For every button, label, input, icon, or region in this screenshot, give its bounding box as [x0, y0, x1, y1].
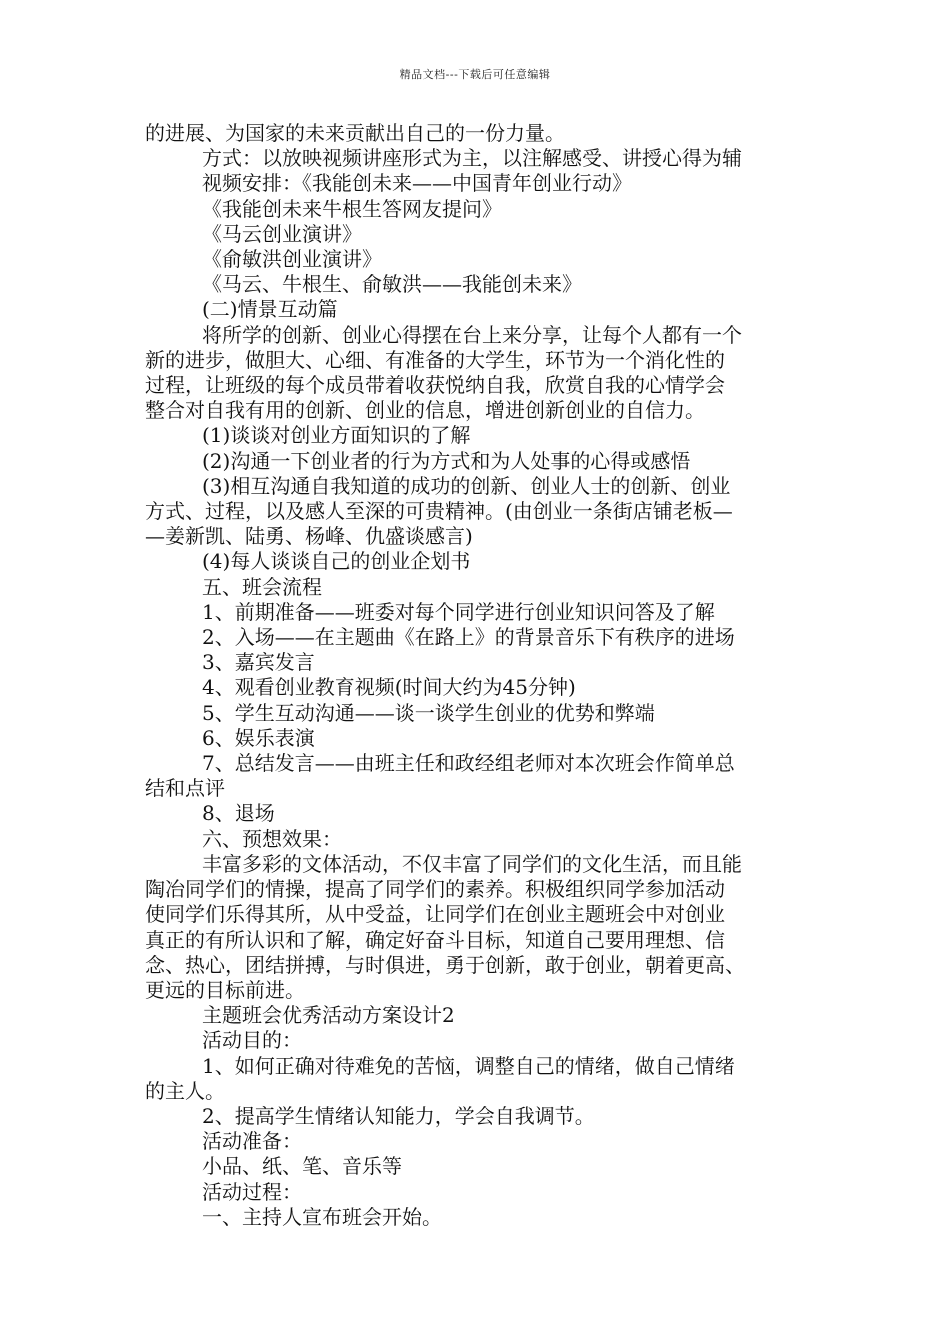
text-line: 活动准备： [202, 1129, 302, 1154]
text-line: 的主人。 [145, 1078, 225, 1103]
text-line: 整合对自我有用的创新、创业的信息，增进创新创业的自信力。 [145, 398, 705, 423]
text-line: 丰富多彩的文体活动，不仅丰富了同学们的文化生活，而且能 [202, 851, 742, 876]
text-line: 视频安排：《我能创未来——中国青年创业行动》 [202, 171, 632, 196]
text-line: 方式、过程，以及感人至深的可贵精神。(由创业一条街店铺老板— [145, 499, 733, 524]
text-line: 新的进步，做胆大、心细、有准备的大学生，环节为一个消化性的 [145, 347, 725, 372]
text-line: 《马云创业演讲》 [202, 221, 362, 246]
text-line: 《马云、牛根生、俞敏洪——我能创未来》 [202, 272, 582, 297]
text-line: 方式：以放映视频讲座形式为主，以注解感受、讲授心得为辅 [202, 146, 742, 171]
text-line: 2、入场——在主题曲《在路上》的背景音乐下有秩序的进场 [202, 625, 735, 650]
text-line: 6、娱乐表演 [202, 725, 315, 750]
text-line: 结和点评 [145, 776, 225, 801]
text-line: 将所学的创新、创业心得摆在台上来分享，让每个人都有一个 [202, 322, 742, 347]
text-line: (4)每人谈谈自己的创业企划书 [202, 549, 471, 574]
text-line: 小品、纸、笔、音乐等 [202, 1154, 402, 1179]
text-line: 过程，让班级的每个成员带着收获悦纳自我，欣赏自我的心情学会 [145, 373, 725, 398]
text-line: (二)情景互动篇 [202, 297, 338, 322]
text-line: 2、提高学生情绪认知能力，学会自我调节。 [202, 1103, 595, 1128]
document-body [145, 121, 825, 1230]
text-line: 使同学们乐得其所，从中受益，让同学们在创业主题班会中对创业 [145, 902, 725, 927]
text-line: (3)相互沟通自我知道的成功的创新、创业人士的创新、创业 [202, 473, 731, 498]
text-line: 一、主持人宣布班会开始。 [202, 1204, 442, 1229]
text-line: 主题班会优秀活动方案设计2 [202, 1003, 455, 1028]
text-line: 3、嘉宾发言 [202, 650, 315, 675]
text-line: 1、前期准备——班委对每个同学进行创业知识问答及了解 [202, 599, 715, 624]
text-line: 《俞敏洪创业演讲》 [202, 247, 382, 272]
text-line: (2)沟通一下创业者的行为方式和为人处事的心得或感悟 [202, 448, 691, 473]
text-line: 陶冶同学们的情操，提高了同学们的素养。积极组织同学参加活动 [145, 877, 725, 902]
text-line: 六、预想效果： [202, 826, 342, 851]
text-line: 7、总结发言——由班主任和政经组老师对本次班会作简单总 [202, 751, 735, 776]
text-line: 活动过程： [202, 1179, 302, 1204]
text-line: 的进展、为国家的未来贡献出自己的一份力量。 [145, 121, 565, 145]
text-line: 《我能创未来牛根生答网友提问》 [202, 196, 502, 221]
text-line: 1、如何正确对待难免的苦恼，调整自己的情绪，做自己情绪 [202, 1053, 735, 1078]
text-line: 5、学生互动沟通——谈一谈学生创业的优势和弊端 [202, 700, 655, 725]
text-line: 4、观看创业教育视频(时间大约为45分钟) [202, 675, 576, 700]
text-line: 真正的有所认识和了解，确定好奋斗目标，知道自己要用理想、信 [145, 927, 725, 952]
text-line: —姜新凯、陆勇、杨峰、仇盛谈感言) [145, 524, 473, 549]
text-line: (1)谈谈对创业方面知识的了解 [202, 423, 471, 448]
text-line: 念、热心，团结拼搏，与时俱进，勇于创新，敢于创业，朝着更高、 [145, 952, 745, 977]
text-line: 五、班会流程 [202, 574, 322, 599]
page-header-watermark: 精品文档---下载后可任意编辑 [399, 68, 551, 81]
text-line: 更远的目标前进。 [145, 977, 305, 1002]
text-line: 8、退场 [202, 801, 275, 826]
text-line: 活动目的： [202, 1028, 302, 1053]
